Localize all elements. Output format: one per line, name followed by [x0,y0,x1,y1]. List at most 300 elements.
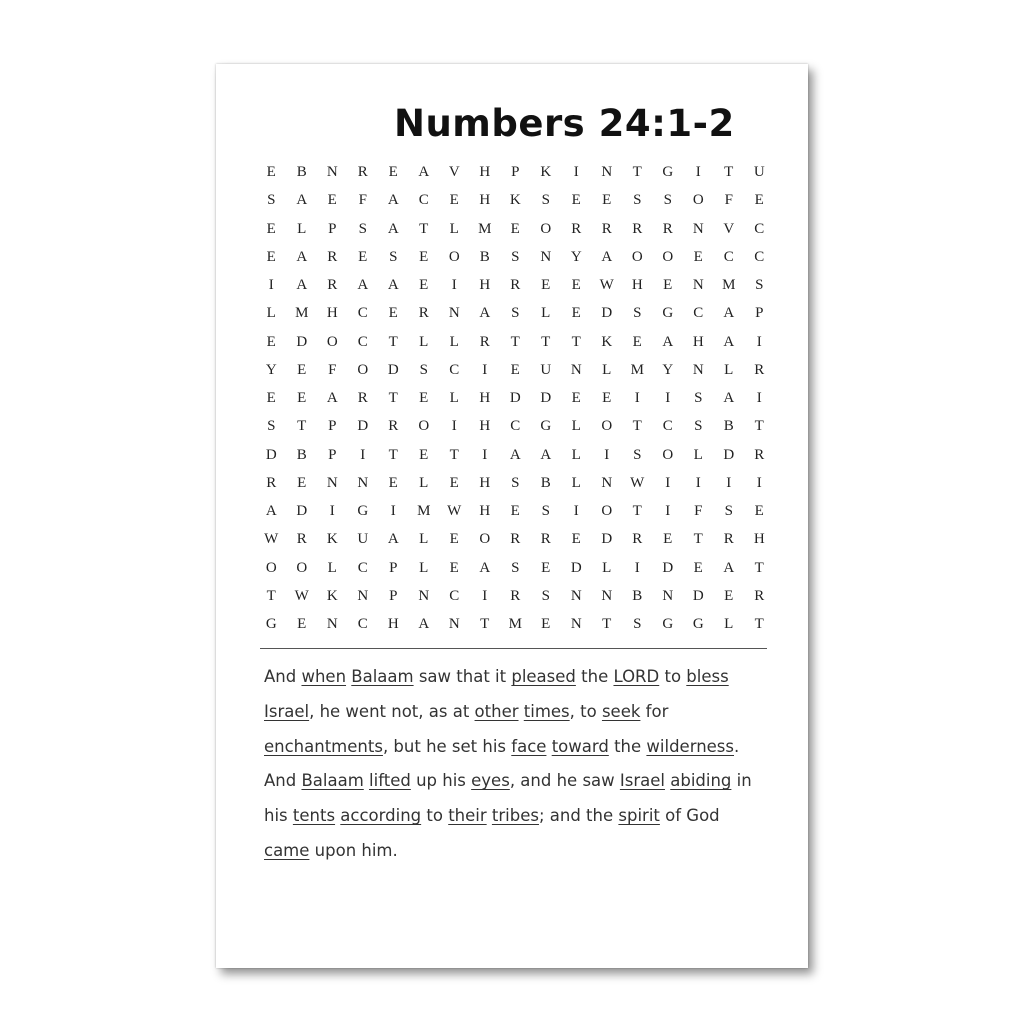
grid-letter: T [754,559,764,576]
hidden-word: eyes [471,771,510,791]
passage-text: his [264,806,293,826]
grid-letter: S [267,418,276,435]
grid-letter: D [509,390,521,406]
grid-letter: D [296,503,308,519]
hidden-word: Balaam [351,667,414,686]
grid-letter: R [540,531,551,548]
grid-letter: A [601,248,613,265]
passage-line [264,695,769,730]
grid-letter: W [599,277,614,293]
grid-letter: R [754,446,765,463]
passage-text: in [731,771,752,791]
grid-letter: S [358,220,367,237]
grid-letter: H [479,164,491,180]
grid-letter: I [726,474,732,491]
grid-letter: D [601,531,613,548]
passage-text: upon him. [309,840,398,860]
passage-text: , to [569,701,602,721]
grid-letter: C [357,305,368,322]
grid-letter: R [327,248,338,265]
grid-letter: T [480,616,490,632]
grid-letter: R [357,164,368,180]
passage-text: , and he saw [509,771,620,791]
passage-line [264,764,769,799]
hidden-word: tents [292,806,336,826]
grid-letter: A [540,446,552,463]
grid-letter: P [389,587,398,604]
hidden-word: lifted [369,771,411,791]
hidden-word: bless [686,667,729,686]
grid-letter: B [479,248,490,265]
grid-letter: G [540,418,552,435]
scripture-passage [264,660,769,869]
grid-letter: S [724,503,733,519]
grid-letter: O [631,248,643,265]
grid-letter: I [756,474,762,491]
passage-text: the [608,736,647,756]
grid-letter: E [388,305,398,322]
grid-letter: D [570,559,582,576]
grid-letter: S [663,192,672,209]
grid-letter: I [573,164,579,180]
passage-line [264,660,769,695]
grid-letter: I [482,446,488,463]
grid-letter: R [327,277,338,293]
grid-letter: R [510,587,521,604]
grid-letter: L [419,333,429,350]
grid-letter: I [360,446,366,463]
grid-letter: C [754,248,765,265]
grid-letter: F [328,361,337,378]
grid-letter: D [662,559,674,576]
hidden-word: LORD [613,667,660,686]
grid-letter: R [418,305,429,322]
grid-letter: E [449,531,459,548]
grid-letter: T [632,503,642,519]
grid-letter: P [389,559,398,576]
grid-letter: O [418,418,430,435]
page-title: Numbers 24:1-2 [394,102,735,145]
grid-letter: F [694,503,703,519]
grid-letter: O [296,559,308,576]
grid-letter: S [755,277,764,293]
grid-letter: H [479,418,491,435]
grid-letter: E [663,277,673,293]
grid-letter: L [571,418,581,435]
passage-text: the [575,667,614,686]
grid-letter: I [451,418,457,435]
grid-letter: I [665,503,671,519]
grid-letter: E [693,559,703,576]
passage-text: to [659,667,687,686]
grid-letter: A [296,192,308,209]
grid-letter: R [632,531,643,548]
grid-letter: C [357,559,368,576]
grid-letter: H [479,192,491,209]
grid-letter: E [571,531,581,548]
hidden-word: when [301,667,347,686]
hidden-word: abiding [670,771,732,791]
grid-letter: S [694,390,703,406]
grid-letter: V [448,164,460,180]
passage-text: ; and the [538,806,619,826]
grid-letter: R [754,361,765,378]
grid-letter: O [662,248,674,265]
grid-letter: E [266,248,276,265]
grid-letter: D [357,418,369,435]
grid-letter: L [571,446,581,463]
grid-letter: S [633,616,642,632]
grid-letter: O [448,248,460,265]
grid-letter: L [419,474,429,491]
grid-letter: T [266,587,276,604]
grid-letter: L [571,474,581,491]
grid-letter: E [754,503,764,519]
grid-letter: R [754,587,765,604]
grid-letter: E [297,361,307,378]
passage-text: to [421,806,449,826]
grid-letter: N [692,220,704,237]
grid-letter: S [541,587,550,604]
grid-letter: B [296,446,307,463]
grid-letter: E [449,192,459,209]
grid-letter: D [387,361,399,378]
grid-letter: I [329,503,335,519]
hidden-word: seek [601,701,641,721]
grid-letter: E [571,192,581,209]
grid-letter: E [419,248,429,265]
grid-letter: E [297,616,307,632]
grid-letter: E [419,390,429,406]
grid-letter: E [510,503,520,519]
grid-letter: H [479,474,491,491]
grid-letter: B [723,418,734,435]
grid-letter: S [511,248,520,265]
grid-letter: O [540,220,552,237]
grid-letter: N [692,277,704,293]
grid-letter: S [633,305,642,322]
grid-letter: E [541,277,551,293]
grid-letter: S [511,559,520,576]
grid-letter: C [449,587,460,604]
grid-letter: C [693,305,704,322]
grid-letter: L [266,305,276,322]
grid-letter: N [326,164,338,180]
passage-text: of God [659,806,720,826]
grid-letter: F [358,192,367,209]
grid-letter: E [724,587,734,604]
grid-letter: S [511,305,520,322]
grid-letter: O [692,192,704,209]
grid-letter: M [508,616,522,632]
grid-letter: I [482,587,488,604]
grid-letter: R [357,390,368,406]
divider [260,648,767,649]
grid-letter: R [632,220,643,237]
grid-letter: S [389,248,398,265]
grid-letter: O [662,446,674,463]
grid-letter: R [388,418,399,435]
grid-letter: E [571,305,581,322]
hidden-word: wilderness [646,736,734,756]
grid-letter: Y [662,361,674,378]
grid-letter: I [695,164,701,180]
grid-letter: L [724,361,734,378]
passage-text: for [640,701,669,721]
passage-text: , but he set his [382,736,512,756]
grid-letter: R [601,220,612,237]
grid-letter: N [570,361,582,378]
grid-letter: T [541,333,551,350]
grid-letter: B [540,474,551,491]
grid-letter: U [357,531,369,548]
grid-letter: A [387,220,399,237]
grid-letter: M [722,277,736,293]
grid-letter: R [479,333,490,350]
grid-letter: I [451,277,457,293]
grid-letter: H [631,277,643,293]
grid-letter: Y [265,361,277,378]
grid-letter: H [326,305,338,322]
grid-letter: A [509,446,521,463]
grid-letter: B [296,164,307,180]
grid-letter: E [602,390,612,406]
grid-letter: A [418,164,430,180]
passage-text: . [734,736,740,756]
grid-letter: O [265,559,277,576]
grid-letter: N [692,361,704,378]
grid-letter: I [695,474,701,491]
grid-letter: A [418,616,430,632]
grid-letter: G [662,164,674,180]
hidden-word: other [474,701,519,721]
grid-letter: C [418,192,429,209]
grid-letter: C [723,248,734,265]
passage-line [264,730,769,765]
grid-letter: T [754,616,764,632]
grid-letter: C [357,616,368,632]
grid-letter: T [510,333,520,350]
grid-letter: N [326,474,338,491]
hidden-word: Israel [619,771,665,791]
grid-letter: D [296,333,308,350]
grid-letter: H [753,531,765,548]
grid-letter: A [723,390,735,406]
grid-letter: S [541,192,550,209]
grid-letter: V [723,220,735,237]
grid-letter: R [510,277,521,293]
grid-letter: P [511,164,520,180]
grid-letter: C [510,418,521,435]
grid-letter: U [753,164,765,180]
grid-letter: L [602,361,612,378]
grid-letter: I [268,277,274,293]
grid-letter: S [419,361,428,378]
grid-letter: N [540,248,552,265]
grid-letter: L [327,559,337,576]
grid-letter: L [419,559,429,576]
hidden-word: their [448,806,487,826]
grid-letter: A [296,277,308,293]
grid-letter: N [601,587,613,604]
grid-letter: E [632,333,642,350]
grid-letter: E [541,559,551,576]
passage-text: And [264,771,302,791]
passage-text: And [264,667,302,686]
grid-letter: E [571,390,581,406]
grid-letter: D [692,587,704,604]
grid-letter: I [665,390,671,406]
grid-letter: A [387,192,399,209]
grid-letter: T [602,616,612,632]
grid-letter: U [540,361,552,378]
grid-letter: T [297,418,307,435]
grid-letter: E [693,248,703,265]
grid-letter: N [570,616,582,632]
hidden-word: spirit [618,806,660,826]
grid-letter: E [663,531,673,548]
grid-letter: M [630,361,644,378]
grid-letter: E [266,390,276,406]
grid-letter: T [571,333,581,350]
grid-letter: A [662,333,674,350]
grid-letter: D [723,446,735,463]
grid-letter: K [509,192,521,209]
grid-letter: S [633,192,642,209]
grid-letter: G [692,616,704,632]
grid-letter: T [693,531,703,548]
grid-letter: A [387,531,399,548]
grid-letter: L [449,220,459,237]
grid-letter: L [449,333,459,350]
grid-letter: G [662,616,674,632]
hidden-word: times [523,701,570,721]
grid-letter: E [388,474,398,491]
grid-letter: E [358,248,368,265]
hidden-word: pleased [511,667,576,686]
grid-letter: E [449,559,459,576]
grid-letter: O [357,361,369,378]
grid-letter: T [388,333,398,350]
grid-letter: T [754,418,764,435]
grid-letter: N [448,305,460,322]
hidden-word: came [264,840,310,860]
grid-letter: T [724,164,734,180]
grid-letter: A [723,305,735,322]
grid-letter: E [602,192,612,209]
grid-letter: I [604,446,610,463]
grid-letter: E [754,192,764,209]
grid-letter: E [297,474,307,491]
grid-letter: A [723,333,735,350]
grid-letter: I [634,559,640,576]
grid-letter: N [448,616,460,632]
hidden-word: enchantments [264,736,383,756]
hidden-word: face [511,736,547,756]
grid-letter: E [327,192,337,209]
grid-letter: S [541,503,550,519]
grid-letter: O [479,531,491,548]
grid-letter: S [267,192,276,209]
grid-letter: K [326,587,338,604]
grid-letter: O [601,503,613,519]
grid-letter: A [479,559,491,576]
grid-letter: C [449,361,460,378]
grid-letter: L [449,390,459,406]
grid-letter: P [328,446,337,463]
grid-letter: K [326,531,338,548]
grid-letter: T [449,446,459,463]
passage-line [264,799,769,834]
grid-letter: A [326,390,338,406]
grid-letter: A [387,277,399,293]
grid-letter: G [662,305,674,322]
grid-letter: E [419,277,429,293]
grid-letter: H [479,390,491,406]
grid-letter: H [692,333,704,350]
grid-letter: T [632,418,642,435]
grid-letter: I [482,361,488,378]
grid-letter: L [419,531,429,548]
hidden-word: tribes [491,806,539,826]
grid-letter: N [326,616,338,632]
grid-letter: M [417,503,431,519]
grid-letter: N [357,474,369,491]
grid-letter: D [601,305,613,322]
grid-letter: R [723,531,734,548]
grid-letter: K [540,164,552,180]
grid-letter: Y [570,248,582,265]
grid-letter: S [511,474,520,491]
grid-letter: N [601,474,613,491]
grid-letter: A [357,277,369,293]
grid-letter: A [479,305,491,322]
grid-letter: T [419,220,429,237]
grid-letter: L [602,559,612,576]
grid-letter: A [265,503,277,519]
grid-letter: T [632,164,642,180]
grid-letter: T [388,446,398,463]
grid-letter: N [357,587,369,604]
hidden-word: Balaam [301,771,364,791]
grid-letter: T [388,390,398,406]
grid-letter: M [295,305,309,322]
passage-line [264,834,769,869]
grid-letter: W [447,503,462,519]
grid-letter: E [266,164,276,180]
word-search-grid [256,158,776,638]
grid-letter: I [665,474,671,491]
hidden-word: toward [551,736,609,756]
grid-letter: W [630,474,645,491]
grid-letter: W [264,531,279,548]
grid-letter: L [541,305,551,322]
grid-letter: I [634,390,640,406]
grid-letter: E [266,333,276,350]
grid-letter: C [662,418,673,435]
grid-letter: P [755,305,764,322]
grid-letter: D [265,446,277,463]
grid-letter: C [357,333,368,350]
passage-text: up his [410,771,472,791]
grid-letter: A [723,559,735,576]
passage-text: , he went not, as at [309,701,475,721]
grid-letter: I [756,390,762,406]
grid-letter: F [724,192,733,209]
grid-letter: L [297,220,307,237]
grid-letter: I [756,333,762,350]
grid-letter: L [693,446,703,463]
